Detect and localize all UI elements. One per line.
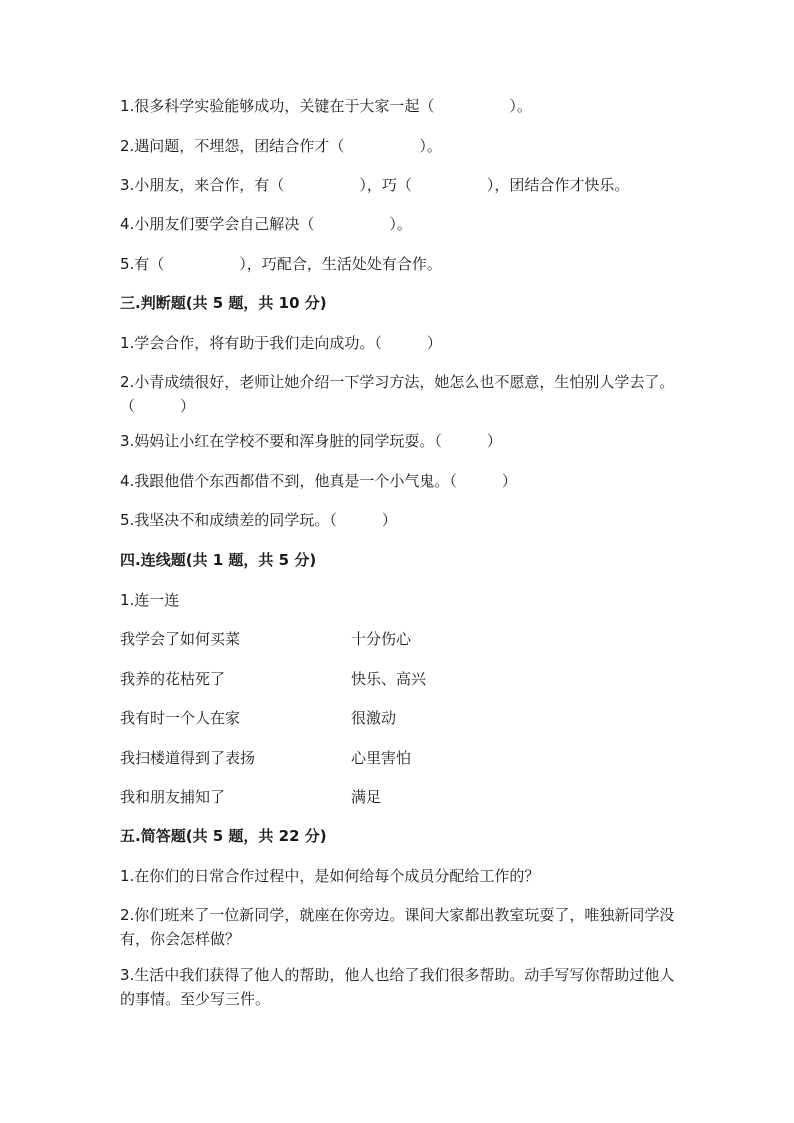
true-false-question-5: 5.我坚决不和成绩差的同学玩。（ ） (120, 511, 397, 529)
true-false-question-3: 3.妈妈让小红在学校不要和浑身脏的同学玩耍。（ ） (120, 432, 502, 450)
matching-right-item-4: 心里害怕 (351, 749, 412, 767)
fill-in-question-5: 5.有（ ），巧配合，生活处处有合作。 (120, 255, 442, 273)
section-title-true-false: 三.判断题(共 5 题，共 10 分) (120, 294, 327, 312)
true-false-question-4: 4.我跟他借个东西都借不到，他真是一个小气鬼。（ ） (120, 472, 517, 490)
section-title-short-answer: 五.简答题(共 5 题，共 22 分) (120, 827, 327, 845)
short-answer-question-1: 1.在你们的日常合作过程中，是如何给每个成员分配给工作的？ (120, 867, 540, 885)
true-false-question-2: 2.小青成绩很好，老师让她介绍一下学习方法，她怎么也不愿意，生怕别人学去了。（ ） (120, 373, 675, 415)
matching-left-item-1: 我学会了如何买菜 (120, 630, 241, 648)
short-answer-question-2: 2.你们班来了一位新同学，就座在你旁边。课间大家都出教室玩耍了，唯独新同学没有，你会怎样做？ (120, 906, 675, 948)
fill-in-question-2: 2.遇问题，不埋怨，团结合作才（ ）。 (120, 137, 442, 155)
matching-left-item-3: 我有时一个人在家 (120, 709, 241, 727)
matching-right-item-1: 十分伤心 (351, 630, 412, 648)
matching-right-item-3: 很激动 (351, 709, 397, 727)
matching-left-item-5: 我和朋友捕知了 (120, 788, 226, 806)
matching-right-item-2: 快乐、高兴 (351, 670, 427, 688)
matching-question: 1.连一连 (120, 591, 180, 609)
fill-in-question-1: 1.很多科学实验能够成功，关键在于大家一起（ ）。 (120, 97, 532, 115)
matching-right-item-5: 满足 (351, 788, 382, 806)
matching-left-item-2: 我养的花枯死了 (120, 670, 226, 688)
section-title-matching: 四.连线题(共 1 题，共 5 分) (120, 551, 317, 569)
fill-in-question-4: 4.小朋友们要学会自己解决（ ）。 (120, 215, 412, 233)
true-false-question-1: 1.学会合作，将有助于我们走向成功。（ ） (120, 334, 442, 352)
fill-in-question-3: 3.小朋友，来合作，有（ ），巧（ ），团结合作才快乐。 (120, 176, 630, 194)
matching-left-item-4: 我扫楼道得到了表扬 (120, 749, 256, 767)
short-answer-question-3: 3.生活中我们获得了他人的帮助，他人也给了我们很多帮助。动手写写你帮助过他人的事情。至少写三件。 (120, 966, 675, 1008)
